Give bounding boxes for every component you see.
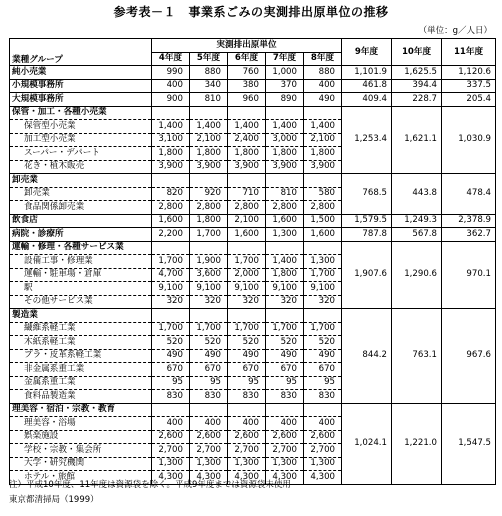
header-year: 8年度 <box>304 52 342 66</box>
sub-row-label: 運輸・駐車場・倉庫 <box>10 268 152 282</box>
empty-cell <box>228 309 266 323</box>
value-cell: 520 <box>190 336 228 350</box>
value-cell: 2,700 <box>152 444 190 458</box>
value-cell: 580 <box>304 187 342 201</box>
value-cell: 3,900 <box>266 160 304 174</box>
value-cell: 1,700 <box>304 322 342 336</box>
sub-row-label: 学校・宗教・集会所 <box>10 444 152 458</box>
total-cell: 337.5 <box>442 79 496 93</box>
header-year: 5年度 <box>190 52 228 66</box>
value-cell: 1,900 <box>190 255 228 269</box>
value-cell: 670 <box>228 363 266 377</box>
sub-row-label: プラ・皮革系軽工業 <box>10 349 152 363</box>
value-cell: 1,300 <box>152 457 190 471</box>
value-cell: 520 <box>266 336 304 350</box>
empty-cell <box>266 241 304 255</box>
group-total-cell: 443.8 <box>392 174 442 215</box>
total-cell: 1,249.3 <box>392 214 442 228</box>
value-cell: 320 <box>304 295 342 309</box>
empty-cell <box>190 241 228 255</box>
table-row <box>10 309 496 323</box>
empty-cell <box>228 241 266 255</box>
footnote: 注）平成10年度、11年度は資源袋を除く。平成9年度までは資源袋未使用 <box>9 480 291 490</box>
value-cell: 2,100 <box>190 133 228 147</box>
emission-table <box>9 38 496 485</box>
value-cell: 400 <box>152 79 190 93</box>
value-cell: 1,800 <box>304 147 342 161</box>
sub-row-label: 木紙系軽工業 <box>10 336 152 350</box>
value-cell: 900 <box>152 93 190 107</box>
sub-row-label: 大学・研究機関 <box>10 457 152 471</box>
value-cell: 830 <box>190 390 228 404</box>
value-cell: 3,900 <box>152 160 190 174</box>
value-cell: 1,400 <box>152 120 190 134</box>
header-year: 10年度 <box>392 39 442 66</box>
table-row <box>10 228 496 242</box>
value-cell: 4,300 <box>304 471 342 485</box>
value-cell: 2,100 <box>228 214 266 228</box>
value-cell: 95 <box>190 376 228 390</box>
value-cell: 1,400 <box>190 120 228 134</box>
group-total-cell: 1,621.1 <box>392 106 442 174</box>
total-cell: 1,579.5 <box>342 214 392 228</box>
group-total-cell: 1,024.1 <box>342 403 392 484</box>
table-row <box>10 403 496 417</box>
value-cell: 380 <box>228 79 266 93</box>
value-cell: 9,100 <box>152 282 190 296</box>
value-cell: 3,900 <box>190 160 228 174</box>
total-cell: 362.7 <box>442 228 496 242</box>
total-cell: 2,378.9 <box>442 214 496 228</box>
value-cell: 3,900 <box>228 160 266 174</box>
value-cell: 1,700 <box>152 322 190 336</box>
group-label: 製造業 <box>10 309 152 323</box>
table-row <box>10 241 496 255</box>
total-cell: 1,625.5 <box>392 66 442 80</box>
value-cell: 4,700 <box>152 268 190 282</box>
group-total-cell: 967.6 <box>442 309 496 404</box>
header-year: 9年度 <box>342 39 392 66</box>
empty-cell <box>266 106 304 120</box>
sub-row-label: その他サービス業 <box>10 295 152 309</box>
value-cell: 810 <box>190 93 228 107</box>
value-cell: 400 <box>304 79 342 93</box>
value-cell: 490 <box>228 349 266 363</box>
value-cell: 710 <box>228 187 266 201</box>
empty-cell <box>152 106 190 120</box>
value-cell: 3,600 <box>190 268 228 282</box>
value-cell: 1,700 <box>190 228 228 242</box>
sub-row-label: 理美容・浴場 <box>10 417 152 431</box>
value-cell: 400 <box>266 417 304 431</box>
value-cell: 1,300 <box>304 457 342 471</box>
group-total-cell: 970.1 <box>442 241 496 309</box>
value-cell: 1,400 <box>228 120 266 134</box>
value-cell: 2,800 <box>152 201 190 215</box>
value-cell: 400 <box>152 417 190 431</box>
group-label: 運輸・修理・各種サービス業 <box>10 241 152 255</box>
value-cell: 520 <box>152 336 190 350</box>
value-cell: 1,600 <box>304 228 342 242</box>
value-cell: 1,500 <box>304 214 342 228</box>
sub-row-label: ホテル・旅館 <box>10 471 152 485</box>
value-cell: 670 <box>190 363 228 377</box>
value-cell: 400 <box>190 417 228 431</box>
value-cell: 340 <box>190 79 228 93</box>
total-cell: 461.8 <box>342 79 392 93</box>
value-cell: 490 <box>152 349 190 363</box>
value-cell: 490 <box>266 349 304 363</box>
header-year: 4年度 <box>152 52 190 66</box>
group-total-cell: 1,221.0 <box>392 403 442 484</box>
value-cell: 1,700 <box>228 322 266 336</box>
value-cell: 2,600 <box>152 430 190 444</box>
empty-cell <box>190 174 228 188</box>
sub-row-label: 卸売業 <box>10 187 152 201</box>
sub-row-label: 非金属系重工業 <box>10 363 152 377</box>
value-cell: 320 <box>266 295 304 309</box>
value-cell: 990 <box>152 66 190 80</box>
value-cell: 1,700 <box>266 322 304 336</box>
value-cell: 1,600 <box>228 228 266 242</box>
value-cell: 2,000 <box>228 268 266 282</box>
unit-label: （単位：g／人日） <box>418 26 492 36</box>
empty-cell <box>190 403 228 417</box>
value-cell: 4,300 <box>266 471 304 485</box>
value-cell: 2,800 <box>266 201 304 215</box>
value-cell: 880 <box>190 66 228 80</box>
value-cell: 9,100 <box>266 282 304 296</box>
value-cell: 2,400 <box>228 133 266 147</box>
value-cell: 1,700 <box>152 255 190 269</box>
header-year: 11年度 <box>442 39 496 66</box>
page-title: 参考表－１ 事業系ごみの実測排出原単位の推移 <box>113 5 389 19</box>
value-cell: 670 <box>152 363 190 377</box>
value-cell: 520 <box>304 336 342 350</box>
empty-cell <box>190 309 228 323</box>
value-cell: 2,600 <box>266 430 304 444</box>
empty-cell <box>152 174 190 188</box>
row-label: 小規模事務所 <box>10 79 152 93</box>
empty-cell <box>304 309 342 323</box>
empty-cell <box>266 403 304 417</box>
header-year: 6年度 <box>228 52 266 66</box>
header-year: 7年度 <box>266 52 304 66</box>
total-cell: 787.8 <box>342 228 392 242</box>
empty-cell <box>304 241 342 255</box>
table-row <box>10 174 496 188</box>
value-cell: 920 <box>190 187 228 201</box>
value-cell: 1,800 <box>190 147 228 161</box>
value-cell: 2,600 <box>228 430 266 444</box>
value-cell: 490 <box>304 349 342 363</box>
empty-cell <box>228 106 266 120</box>
value-cell: 2,800 <box>228 201 266 215</box>
empty-cell <box>228 403 266 417</box>
row-label: 大規模事務所 <box>10 93 152 107</box>
group-label: 保管・加工・各種小売業 <box>10 106 152 120</box>
group-total-cell: 478.4 <box>442 174 496 215</box>
value-cell: 2,800 <box>190 201 228 215</box>
value-cell: 520 <box>228 336 266 350</box>
value-cell: 1,800 <box>152 147 190 161</box>
value-cell: 320 <box>190 295 228 309</box>
empty-cell <box>152 309 190 323</box>
value-cell: 4,300 <box>190 471 228 485</box>
sub-row-label: 繊維系軽工業 <box>10 322 152 336</box>
value-cell: 960 <box>228 93 266 107</box>
value-cell: 1,800 <box>266 147 304 161</box>
value-cell: 830 <box>266 390 304 404</box>
value-cell: 2,700 <box>190 444 228 458</box>
value-cell: 9,100 <box>190 282 228 296</box>
value-cell: 1,000 <box>266 66 304 80</box>
empty-cell <box>190 106 228 120</box>
total-cell: 228.7 <box>392 93 442 107</box>
sub-row-label: スーパー・デパート <box>10 147 152 161</box>
value-cell: 670 <box>304 363 342 377</box>
sub-row-label: 保管型小売業 <box>10 120 152 134</box>
row-label: 病院・診療所 <box>10 228 152 242</box>
value-cell: 95 <box>152 376 190 390</box>
value-cell: 1,400 <box>304 120 342 134</box>
value-cell: 1,300 <box>304 255 342 269</box>
value-cell: 1,800 <box>266 268 304 282</box>
value-cell: 890 <box>266 93 304 107</box>
table-row <box>10 93 496 107</box>
value-cell: 2,200 <box>152 228 190 242</box>
header-category: 業種グループ <box>12 55 63 66</box>
empty-cell <box>266 309 304 323</box>
value-cell: 490 <box>304 93 342 107</box>
value-cell: 1,700 <box>228 255 266 269</box>
table-row <box>10 66 496 80</box>
group-total-cell: 763.1 <box>392 309 442 404</box>
total-cell: 409.4 <box>342 93 392 107</box>
value-cell: 3,000 <box>266 133 304 147</box>
value-cell: 1,400 <box>266 120 304 134</box>
total-cell: 1,120.6 <box>442 66 496 80</box>
value-cell: 3,100 <box>152 133 190 147</box>
total-cell: 567.8 <box>392 228 442 242</box>
group-total-cell: 1,290.6 <box>392 241 442 309</box>
value-cell: 1,400 <box>266 255 304 269</box>
sub-row-label: 金属系重工業 <box>10 376 152 390</box>
value-cell: 830 <box>228 390 266 404</box>
table-row <box>10 106 496 120</box>
value-cell: 2,800 <box>304 201 342 215</box>
row-label: 純小売業 <box>10 66 152 80</box>
group-total-cell: 1,907.6 <box>342 241 392 309</box>
empty-cell <box>152 403 190 417</box>
sub-row-label: 食料品製造業 <box>10 390 152 404</box>
total-cell: 394.4 <box>392 79 442 93</box>
empty-cell <box>304 106 342 120</box>
value-cell: 2,600 <box>304 430 342 444</box>
value-cell: 2,700 <box>304 444 342 458</box>
value-cell: 1,300 <box>228 457 266 471</box>
group-total-cell: 1,253.4 <box>342 106 392 174</box>
sub-row-label: 食品関係卸売業 <box>10 201 152 215</box>
value-cell: 3,900 <box>304 160 342 174</box>
value-cell: 1,300 <box>266 457 304 471</box>
empty-cell <box>304 403 342 417</box>
value-cell: 1,800 <box>190 214 228 228</box>
group-total-cell: 1,547.5 <box>442 403 496 484</box>
empty-cell <box>152 241 190 255</box>
total-cell: 205.4 <box>442 93 496 107</box>
value-cell: 400 <box>304 417 342 431</box>
value-cell: 9,100 <box>304 282 342 296</box>
value-cell: 95 <box>266 376 304 390</box>
sub-row-label: 駅 <box>10 282 152 296</box>
value-cell: 95 <box>304 376 342 390</box>
table-row <box>10 214 496 228</box>
value-cell: 9,100 <box>228 282 266 296</box>
value-cell: 830 <box>304 390 342 404</box>
value-cell: 2,100 <box>304 133 342 147</box>
sub-row-label: 花き・植木販売 <box>10 160 152 174</box>
value-cell: 1,600 <box>152 214 190 228</box>
sub-row-label: 設備工事・修理業 <box>10 255 152 269</box>
value-cell: 400 <box>228 417 266 431</box>
value-cell: 490 <box>190 349 228 363</box>
value-cell: 4,300 <box>152 471 190 485</box>
value-cell: 1,800 <box>228 147 266 161</box>
sub-row-label: 娯楽施設 <box>10 430 152 444</box>
row-label: 飲食店 <box>10 214 152 228</box>
value-cell: 4,300 <box>228 471 266 485</box>
group-total-cell: 1,030.9 <box>442 106 496 174</box>
value-cell: 1,700 <box>304 268 342 282</box>
value-cell: 1,700 <box>190 322 228 336</box>
group-total-cell: 768.5 <box>342 174 392 215</box>
value-cell: 320 <box>228 295 266 309</box>
value-cell: 2,700 <box>266 444 304 458</box>
value-cell: 1,300 <box>190 457 228 471</box>
table-body <box>10 66 496 485</box>
value-cell: 670 <box>266 363 304 377</box>
value-cell: 95 <box>228 376 266 390</box>
source-note: 東京都清掃局（1999） <box>9 495 99 505</box>
header-group: 実測排出原単位 <box>152 39 342 53</box>
value-cell: 760 <box>228 66 266 80</box>
value-cell: 810 <box>266 187 304 201</box>
group-label: 卸売業 <box>10 174 152 188</box>
empty-cell <box>304 174 342 188</box>
value-cell: 880 <box>304 66 342 80</box>
empty-cell <box>228 174 266 188</box>
table-row <box>10 79 496 93</box>
sub-row-label: 加工型小売業 <box>10 133 152 147</box>
value-cell: 2,600 <box>190 430 228 444</box>
value-cell: 2,700 <box>228 444 266 458</box>
value-cell: 1,600 <box>266 214 304 228</box>
value-cell: 820 <box>152 187 190 201</box>
value-cell: 370 <box>266 79 304 93</box>
empty-cell <box>266 174 304 188</box>
group-total-cell: 844.2 <box>342 309 392 404</box>
value-cell: 830 <box>152 390 190 404</box>
value-cell: 320 <box>152 295 190 309</box>
group-label: 理美容・宿泊・宗教・教育 <box>10 403 152 417</box>
value-cell: 1,300 <box>266 228 304 242</box>
total-cell: 1,101.9 <box>342 66 392 80</box>
